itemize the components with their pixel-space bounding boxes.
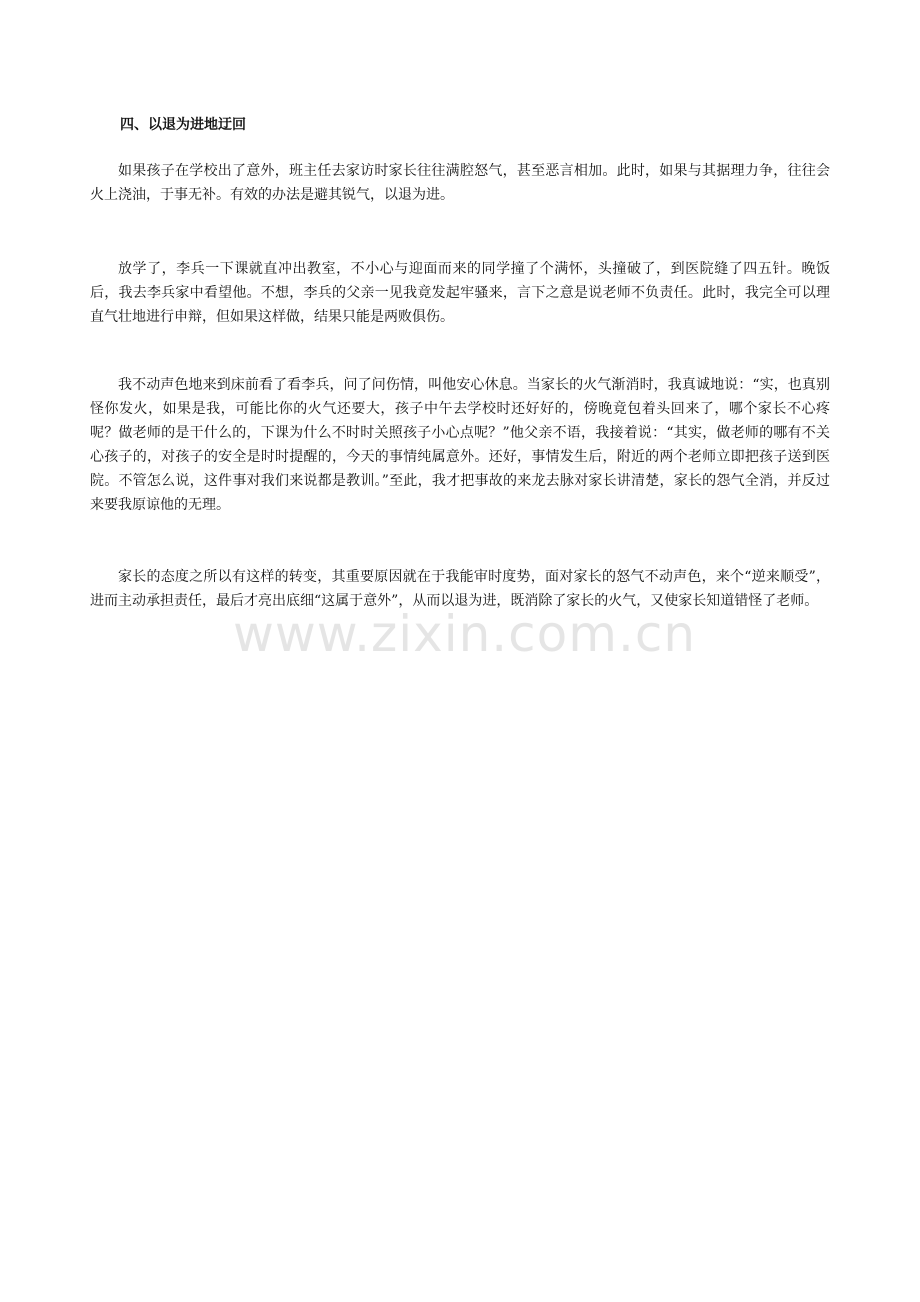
paragraph-4: 家长的态度之所以有这样的转变，其重要原因就在于我能审时度势，面对家长的怒气不动声色，来个“逆来顺受”，进而主动承担责任，最后才亮出底细“这属于意外”，从而以退为进，既消除了家长的火气，又使家长知道错怪了老师。 [90,569,830,609]
watermark: www.zixin.com.cn [233,605,697,663]
section-heading: 四、以退为进地迂回 [120,117,246,133]
paragraph-3: 我不动声色地来到床前看了看李兵，问了问伤情，叫他安心休息。当家长的火气渐消时，我真诚地说：“实，也真别怪你发火，如果是我，可能比你的火气还要大，孩子中午去学校时还好好的，傍晚竟包着头回来了，哪个家长不心疼呢？做老师的是干什么的，下课为什么不时时关照孩子小心点呢？”他父亲不语，我接着说：“其实，做老师的哪有不关心孩子的，对孩子的安全是时时提醒的，今天的事情纯属意外。还好，事情发生后，附近的两个老师立即把孩子送到医院。不管怎么说，这件事对我们来说都是教训。”至此，我才把事故的来龙去脉对家长讲清楚，家长的怨气全消，并反过来要我原谅他的无理。 [90,377,830,513]
paragraph-1: 如果孩子在学校出了意外，班主任去家访时家长往往满腔怒气，甚至恶言相加。此时，如果与其据理力争，往往会火上浇油，于事无补。有效的办法是避其锐气，以退为进。 [90,163,830,203]
paragraph-2: 放学了，李兵一下课就直冲出教室，不小心与迎面而来的同学撞了个满怀，头撞破了，到医院缝了四五针。晚饭后，我去李兵家中看望他。不想，李兵的父亲一见我竟发起牢骚来，言下之意是说老师不负责任。此时，我完全可以理直气壮地进行申辩，但如果这样做，结果只能是两败俱伤。 [90,261,830,325]
